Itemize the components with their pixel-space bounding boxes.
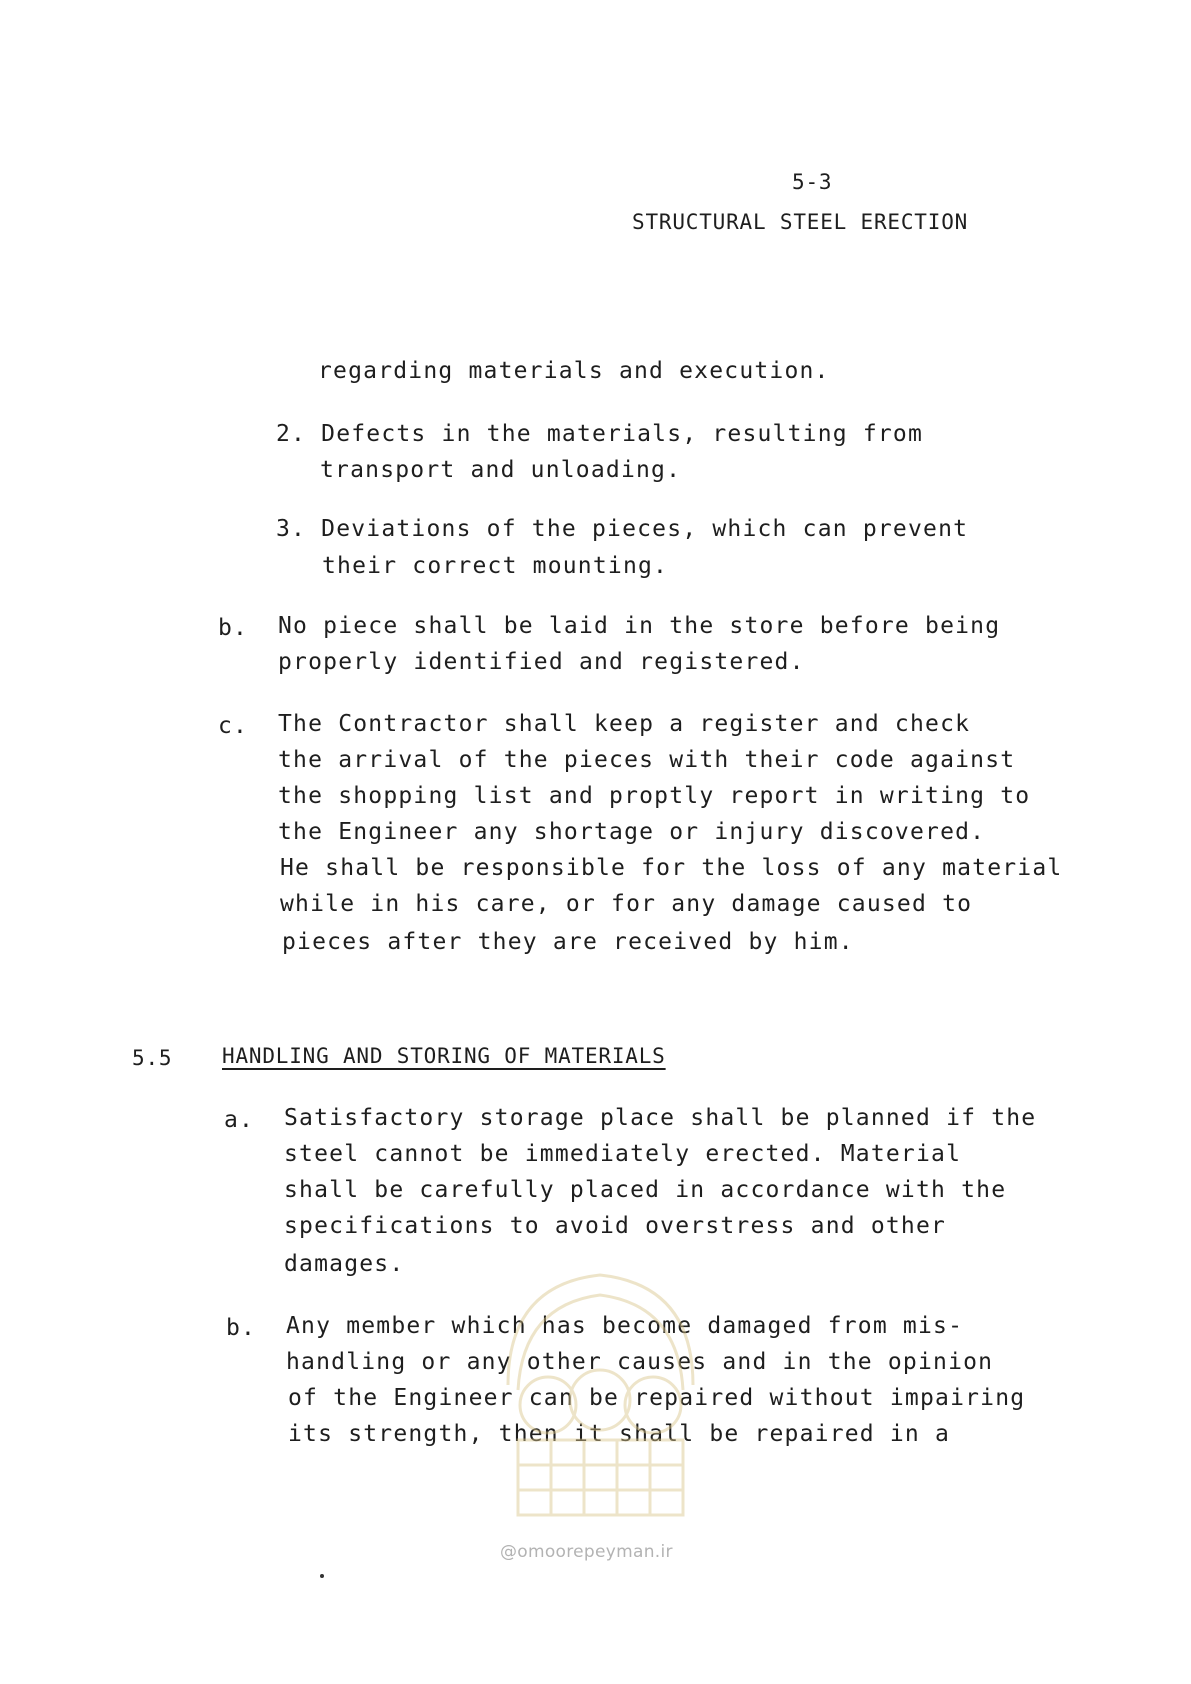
list-item-3-line-2: their correct mounting. [322,553,669,579]
item-a-line-4: specifications to avoid overstress and other [284,1213,947,1239]
item-a-line-3: shall be carefully placed in accordance with the [284,1177,1007,1203]
item-b-line-1: No piece shall be laid in the store before being [278,613,1001,639]
item-a-line-5: damages. [284,1251,405,1277]
watermark-seal [488,1255,713,1535]
item-c-marker: c. [218,713,249,739]
item-a-line-1: Satisfactory storage place shall be planned if the [284,1105,1037,1131]
item-c-line-2: the arrival of the pieces with their code against [278,747,1016,773]
item-c-line-5: He shall be responsible for the loss of any material [280,855,1063,881]
list-item-3-line-1: 3. Deviations of the pieces, which can prevent [276,516,969,542]
item-c-line-7: pieces after they are received by him. [282,929,854,955]
section-heading: HANDLING AND STORING OF MATERIALS [222,1044,666,1068]
item-b2-line-4: its strength, then it shall be repaired in a [288,1421,951,1447]
item-a-line-2: steel cannot be immediately erected. Material [284,1141,962,1167]
item-c-line-4: the Engineer any shortage or injury discovered. [278,819,986,845]
section-number: 5.5 [132,1046,173,1070]
item-b2-line-1: Any member which has become damaged from mis- [286,1313,964,1339]
ink-speck [320,1574,324,1578]
list-item-2-line-2: transport and unloading. [320,457,682,483]
item-b2-marker: b. [226,1315,257,1341]
item-a-marker: a. [224,1107,255,1133]
item-b-line-2: properly identified and registered. [278,649,805,675]
watermark-text: @omoorepeyman.ir [500,1542,673,1562]
item-b2-line-3: of the Engineer can be repaired without impairing [288,1385,1026,1411]
list-item-2-line-1: 2. Defects in the materials, resulting from [276,421,924,447]
page-number: 5-3 [792,170,833,194]
list-item-continuation: regarding materials and execution. [318,358,830,384]
item-c-line-6: while in his care, or for any damage caused to [280,891,973,917]
item-c-line-1: The Contractor shall keep a register and check [278,711,971,737]
item-c-line-3: the shopping list and proptly report in writing to [278,783,1031,809]
section-title: STRUCTURAL STEEL ERECTION [632,210,969,234]
item-b2-line-2: handling or any other causes and in the opinion [286,1349,994,1375]
item-b-marker: b. [218,615,249,641]
